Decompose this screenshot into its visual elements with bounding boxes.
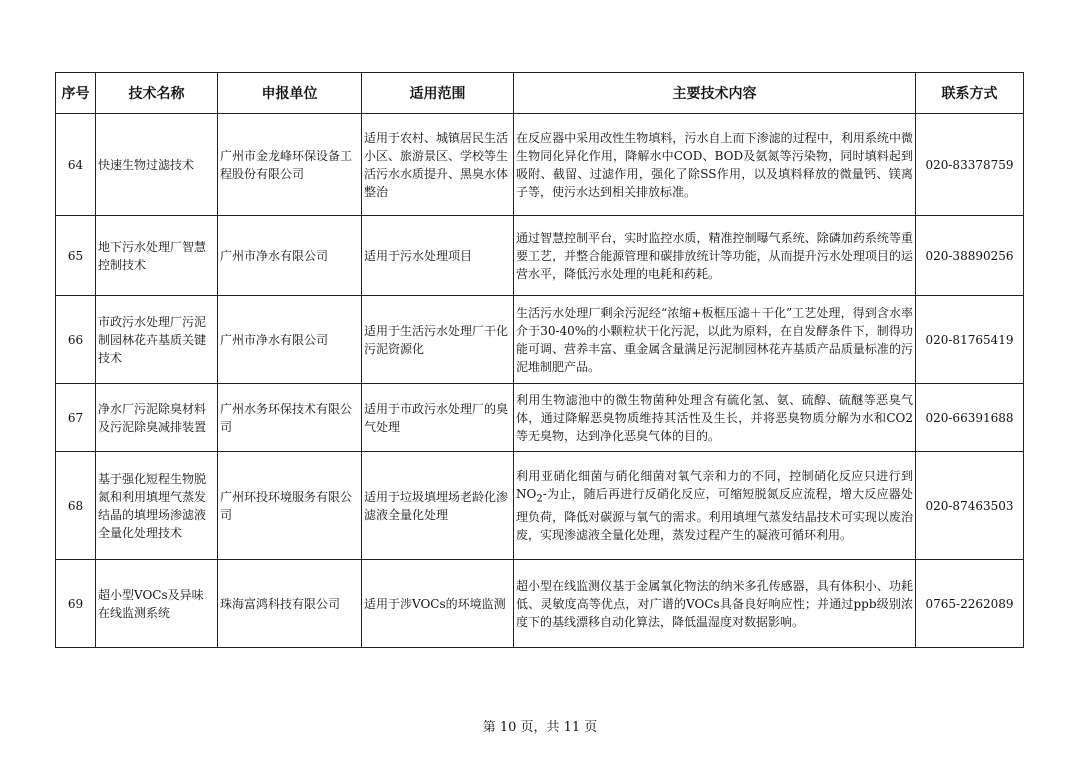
table-row bbox=[56, 114, 1024, 216]
header-content: 主要技术内容 bbox=[514, 73, 916, 114]
table-row bbox=[56, 560, 1024, 648]
tech-name: 超小型VOCs及异味在线监测系统 bbox=[96, 560, 218, 648]
row-num: 64 bbox=[56, 114, 96, 216]
contact-phone: 020-66391688 bbox=[916, 384, 1024, 452]
contact-phone: 020-83378759 bbox=[916, 114, 1024, 216]
tech-name: 市政污水处理厂污泥制园林花卉基质关键技术 bbox=[96, 296, 218, 384]
scope-text: 适用于生活污水处理厂干化污泥资源化 bbox=[362, 296, 514, 384]
tech-content: 生活污水处理厂剩余污泥经“浓缩+板框压滤＋干化”工艺处理，得到含水率介于30-40%的小颗粒状干化污泥，以此为原料，在自发酵条件下，制得功能可调、营养丰富、重金属含量满足污泥制园林花卉基质产品质量标准的污泥堆制肥产品。 bbox=[514, 296, 916, 384]
tech-name: 快速生物过滤技术 bbox=[96, 114, 218, 216]
scope-text: 适用于农村、城镇居民生活小区、旅游景区、学校等生活污水水质提升、黑臭水体整治 bbox=[362, 114, 514, 216]
header-name: 技术名称 bbox=[96, 73, 218, 114]
tech-content: 在反应器中采用改性生物填料，污水自上而下渗滤的过程中，利用系统中微生物同化异化作用，降解水中COD、BOD及氨氮等污染物，同时填料起到吸附、截留、过滤作用，强化了除SS作用，以及填料释放的微量钙、镁离子等，使污水达到相关排放标准。 bbox=[514, 114, 916, 216]
table-row bbox=[56, 296, 1024, 384]
technology-table bbox=[55, 72, 1024, 648]
tech-content: 超小型在线监测仪基于金属氧化物法的纳米多孔传感器，具有体积小、功耗低、灵敏度高等优点，对广谱的VOCs具备良好响应性；并通过ppb级别浓度下的基线漂移自动化算法，降低温湿度对数据影响。 bbox=[514, 560, 916, 648]
scope-text: 适用于市政污水处理厂的臭气处理 bbox=[362, 384, 514, 452]
table-row bbox=[56, 216, 1024, 296]
table-header-row bbox=[56, 73, 1024, 114]
tech-content: 利用生物滤池中的微生物菌种处理含有硫化氢、氨、硫醇、硫醚等恶臭气体，通过降解恶臭物质维持其活性及生长，并将恶臭物质分解为水和CO2等无臭物，达到净化恶臭气体的目的。 bbox=[514, 384, 916, 452]
row-num: 69 bbox=[56, 560, 96, 648]
applicant-unit: 广州市净水有限公司 bbox=[218, 216, 362, 296]
applicant-unit: 广州水务环保技术有限公司 bbox=[218, 384, 362, 452]
table-row bbox=[56, 452, 1024, 560]
header-num: 序号 bbox=[56, 73, 96, 114]
scope-text: 适用于涉VOCs的环境监测 bbox=[362, 560, 514, 648]
tech-content-part: -为止，随后再进行反硝化反应，可缩短脱氮反应流程，增大反应器处理负荷，降低对碳源与氧气的需求。利用填埋气蒸发结晶技术可实现以废治废，实现渗滤液全量化处理，蒸发过程产生的凝液可循环利用。 bbox=[516, 486, 913, 543]
tech-name: 基于强化短程生物脱氮和利用填埋气蒸发结晶的填埋场渗滤液全量化处理技术 bbox=[96, 452, 218, 560]
no2-subscript: 2 bbox=[536, 493, 543, 505]
applicant-unit: 广州市金龙峰环保设备工程股份有限公司 bbox=[218, 114, 362, 216]
row-num: 65 bbox=[56, 216, 96, 296]
applicant-unit: 广州环投环境服务有限公司 bbox=[218, 452, 362, 560]
contact-phone: 020-87463503 bbox=[916, 452, 1024, 560]
tech-content: 通过智慧控制平台，实时监控水质，精准控制曝气系统、除磷加药系统等重要工艺，并整合能源管理和碳排放统计等功能，从而提升污水处理项目的运营水平，降低污水处理的电耗和药耗。 bbox=[514, 216, 916, 296]
tech-name: 净水厂污泥除臭材料及污泥除臭减排装置 bbox=[96, 384, 218, 452]
applicant-unit: 广州市净水有限公司 bbox=[218, 296, 362, 384]
scope-text: 适用于污水处理项目 bbox=[362, 216, 514, 296]
contact-phone: 0765-2262089 bbox=[916, 560, 1024, 648]
table-row bbox=[56, 384, 1024, 452]
contact-phone: 020-81765419 bbox=[916, 296, 1024, 384]
row-num: 67 bbox=[56, 384, 96, 452]
scope-text: 适用于垃圾填埋场老龄化渗滤液全量化处理 bbox=[362, 452, 514, 560]
tech-content bbox=[514, 452, 916, 560]
header-unit: 申报单位 bbox=[218, 73, 362, 114]
applicant-unit: 珠海富鸿科技有限公司 bbox=[218, 560, 362, 648]
header-contact: 联系方式 bbox=[916, 73, 1024, 114]
header-scope: 适用范围 bbox=[362, 73, 514, 114]
tech-name: 地下污水处理厂智慧控制技术 bbox=[96, 216, 218, 296]
contact-phone: 020-38890256 bbox=[916, 216, 1024, 296]
row-num: 66 bbox=[56, 296, 96, 384]
tech-content-part: 利用亚硝化细菌与硝化细菌对氧气亲和力的不同，控制硝化反应只进行到NO bbox=[516, 468, 913, 501]
page-footer: 第 10 页，共 11 页 bbox=[482, 720, 598, 735]
row-num: 68 bbox=[56, 452, 96, 560]
